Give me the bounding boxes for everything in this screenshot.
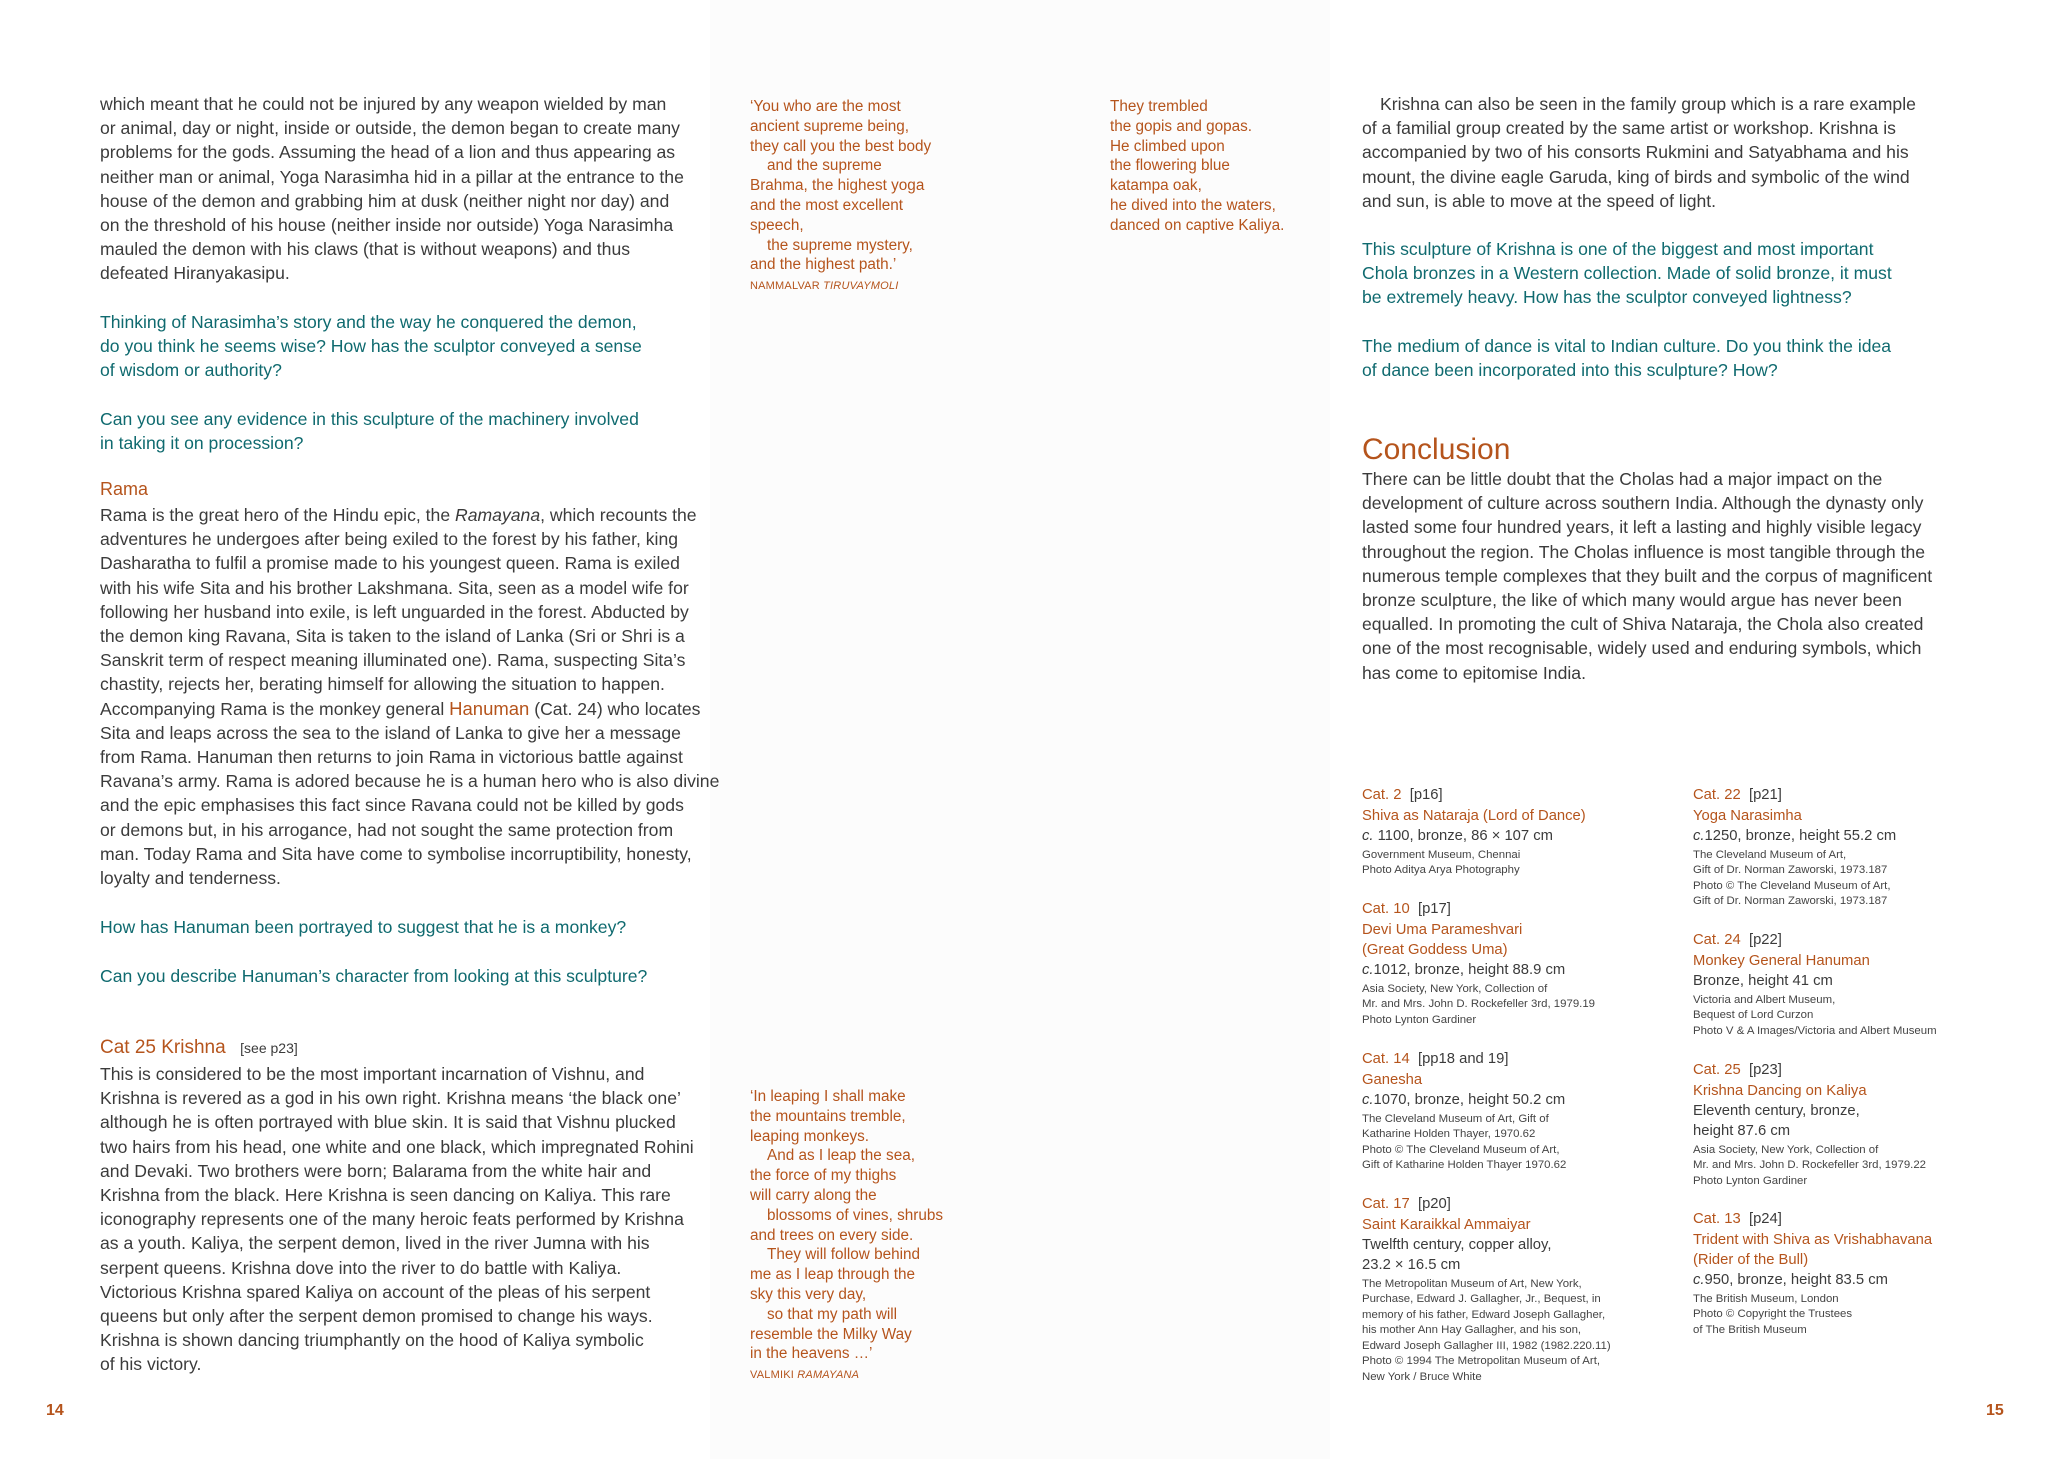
text-line bbox=[100, 503, 740, 527]
cat-number: Cat. 25 bbox=[1693, 1062, 1741, 1078]
cat-credit bbox=[1693, 1292, 2023, 1339]
quote-source bbox=[750, 1366, 980, 1386]
text-line: neither man or animal, Yoga Narasimha hid in a pillar at the entrance to the bbox=[100, 166, 684, 187]
credit-line: The Cleveland Museum of Art, bbox=[1693, 848, 1847, 861]
cat-page: [p17] bbox=[1417, 901, 1451, 917]
catalogue-entry-cat22 bbox=[1693, 786, 2023, 910]
quote-line: me as I leap through the bbox=[750, 1266, 915, 1284]
text-line: lasted some four hundred years, it left a lasting and highly visible legacy bbox=[1362, 517, 1922, 538]
text-line: do you think he seems wise? How has the sculptor conveyed a sense bbox=[100, 336, 642, 357]
text-line: Can you see any evidence in this sculpture of the machinery involved bbox=[100, 409, 639, 429]
text-line: or demons but, in his arrogance, had not sought the same protection from bbox=[100, 819, 674, 840]
text-line: mount, the divine eagle Garuda, king of birds and symbolic of the wind bbox=[1362, 166, 1910, 187]
text-line: man. Today Rama and Sita have come to symbolise incorruptibility, honesty, bbox=[100, 843, 692, 864]
cat-credit bbox=[1693, 993, 2023, 1040]
cat-desc-text: 1012, bronze, height 88.9 cm bbox=[1373, 961, 1566, 978]
credit-line: Katharine Holden Thayer, 1970.62 bbox=[1362, 1128, 1536, 1141]
rama-heading: Rama bbox=[100, 479, 149, 499]
cat-desc-text: 1100, bronze, 86 × 107 cm bbox=[1373, 827, 1553, 844]
page-number-left: 14 bbox=[46, 1402, 64, 1419]
text-line: The medium of dance is vital to Indian culture. Do you think the idea bbox=[1362, 336, 1892, 356]
quote-line: so that my path will bbox=[767, 1305, 898, 1323]
text-line: Chola bronzes in a Western collection. Made of solid bronze, it must bbox=[1362, 263, 1892, 284]
text-line: of his victory. bbox=[100, 1354, 202, 1375]
quote-line: They trembled bbox=[1110, 98, 1208, 115]
quote-nammalvar bbox=[750, 97, 980, 297]
cat-number: Cat. 17 bbox=[1362, 1196, 1410, 1212]
text-line: Ravana’s army. Rama is adored because he is a human hero who is also divine bbox=[100, 771, 720, 792]
text-line: problems for the gods. Assuming the head of a lion and thus appearing as bbox=[100, 142, 676, 163]
credit-line: his mother Ann Hay Gallagher, and his son, bbox=[1362, 1324, 1582, 1337]
text-line: Sita and leaps across the sea to the island of Lanka to give her a message bbox=[100, 722, 681, 743]
text-line: How has Hanuman been portrayed to suggest that he is a monkey? bbox=[100, 917, 627, 937]
cat-number: Cat. 22 bbox=[1693, 787, 1741, 803]
credit-line: Photo Lynton Gardiner bbox=[1362, 1013, 1477, 1026]
text-line: as a youth. Kaliya, the serpent demon, lived in the river Jumna with his bbox=[100, 1233, 650, 1254]
cat-desc-text: 1070, bronze, height 50.2 cm bbox=[1373, 1091, 1566, 1108]
quote-line: ancient supreme being, bbox=[750, 117, 910, 135]
text-line: Krishna can also be seen in the family group which is a rare example bbox=[1380, 94, 1916, 114]
circa-mark: c. bbox=[1362, 1091, 1374, 1108]
text-line: Thinking of Narasimha’s story and the way he conquered the demon, bbox=[100, 312, 637, 332]
text-line: one of the most recognisable, widely used and enduring symbols, which bbox=[1362, 638, 1922, 659]
text-line: loyalty and tenderness. bbox=[100, 868, 281, 889]
quote-source-work: TIRUVAYMOLI bbox=[823, 280, 899, 293]
cat-page: [pp18 and 19] bbox=[1417, 1051, 1509, 1067]
text-line: development of culture across southern India. Although the dynasty only bbox=[1362, 493, 1924, 514]
cat-number: Cat. 10 bbox=[1362, 901, 1410, 917]
text-line: and the epic emphasises this fact since Ravana could not be killed by gods bbox=[100, 795, 684, 816]
quote-line: they call you the best body bbox=[750, 137, 932, 155]
cat-desc bbox=[1362, 960, 1692, 980]
page-number-right: 15 bbox=[1986, 1402, 2004, 1419]
question-lightness bbox=[1362, 237, 1982, 310]
text-line: although he is often portrayed with blue skin. It is said that Vishnu plucked bbox=[100, 1112, 676, 1133]
text-line: of dance been incorporated into this sculpture? How? bbox=[1362, 360, 1778, 381]
quote-line: katampa oak, bbox=[1110, 177, 1202, 195]
cat-desc: 23.2 × 16.5 cm bbox=[1362, 1256, 1461, 1273]
cat-title: Yoga Narasimha bbox=[1693, 807, 1802, 824]
quote-line: the mountains tremble, bbox=[750, 1107, 906, 1125]
credit-line: Asia Society, New York, Collection of bbox=[1693, 1143, 1879, 1156]
text-line: and Devaki. Two brothers were born; Balarama from the white hair and bbox=[100, 1160, 652, 1181]
cat-ref bbox=[1362, 1195, 1692, 1215]
cat-ref bbox=[1362, 1050, 1692, 1070]
cat-ref bbox=[1693, 786, 2023, 806]
cat-ref bbox=[1693, 1210, 2023, 1230]
conclusion-heading: Conclusion bbox=[1362, 433, 1511, 466]
quote-line: ‘In leaping I shall make bbox=[750, 1088, 906, 1105]
cat-title: Ganesha bbox=[1362, 1071, 1423, 1088]
cat-title: (Rider of the Bull) bbox=[1693, 1251, 1809, 1268]
text-line: Dasharatha to fulfil a promise made to his youngest queen. Rama is exiled bbox=[100, 553, 680, 574]
cat25-heading: Cat 25 Krishna bbox=[100, 1037, 226, 1058]
quote-line: ‘You who are the most bbox=[750, 98, 901, 115]
text-line: This is considered to be the most important incarnation of Vishnu, and bbox=[100, 1064, 645, 1084]
quote-line: the force of my thighs bbox=[750, 1167, 897, 1185]
credit-line: The British Museum, London bbox=[1693, 1292, 1839, 1305]
credit-line: Asia Society, New York, Collection of bbox=[1362, 982, 1548, 995]
credit-line: Mr. and Mrs. John D. Rockefeller 3rd, 1979.19 bbox=[1362, 998, 1595, 1011]
text-line: on the threshold of his house (neither inside nor outside) Yoga Narasimha bbox=[100, 215, 674, 236]
credit-line: Government Museum, Chennai bbox=[1362, 848, 1521, 861]
text-line: Can you describe Hanuman’s character from looking at this sculpture? bbox=[100, 966, 648, 986]
text-line: of a familial group created by the same artist or workshop. Krishna is bbox=[1362, 118, 1896, 139]
text-line: serpent queens. Krishna dove into the river to do battle with Kaliya. bbox=[100, 1257, 622, 1278]
text-line: throughout the region. The Cholas influence is most tangible through the bbox=[1362, 541, 1926, 562]
catalogue-entry-cat25 bbox=[1693, 1061, 2023, 1189]
catalogue-entry-cat24 bbox=[1693, 931, 2023, 1039]
quote-line: he dived into the waters, bbox=[1110, 196, 1276, 214]
cat-page: [p23] bbox=[1748, 1062, 1782, 1078]
text-line: chastity, rejects her, berating himself for allowing the situation to happen. bbox=[100, 674, 665, 695]
cat-number: Cat. 14 bbox=[1362, 1051, 1410, 1067]
quote-valmiki bbox=[750, 1087, 980, 1386]
quote-line: resemble the Milky Way bbox=[750, 1325, 912, 1343]
text-line: Krishna is revered as a god in his own right. Krishna means ‘the black one’ bbox=[100, 1088, 681, 1109]
text-line: or animal, day or night, inside or outside, the demon began to create many bbox=[100, 118, 680, 139]
text-line: adventures he undergoes after being exiled to the forest by his father, king bbox=[100, 529, 679, 550]
text-line: iconography represents one of the many heroic feats performed by Krishna bbox=[100, 1209, 684, 1230]
text-line: from Rama. Hanuman then returns to join Rama in victorious battle against bbox=[100, 747, 683, 768]
credit-line: Bequest of Lord Curzon bbox=[1693, 1009, 1814, 1022]
text-line: of wisdom or authority? bbox=[100, 360, 282, 381]
cat-title: Krishna Dancing on Kaliya bbox=[1693, 1082, 1867, 1099]
cat-title: Trident with Shiva as Vrishabhavana bbox=[1693, 1231, 1933, 1248]
credit-line: Photo Aditya Arya Photography bbox=[1362, 864, 1520, 877]
cat-credit bbox=[1362, 982, 1692, 1029]
credit-line: New York / Bruce White bbox=[1362, 1371, 1482, 1384]
quote-source-author: NAMMALVAR bbox=[750, 280, 820, 293]
quote-line: the flowering blue bbox=[1110, 157, 1230, 175]
cat-desc: Bronze, height 41 cm bbox=[1693, 972, 1833, 989]
krishna-paragraph bbox=[100, 1062, 740, 1377]
text-line: following her husband into exile, is left unguarded in the forest. Abducted by bbox=[100, 601, 689, 622]
credit-line: Victoria and Albert Museum, bbox=[1693, 993, 1836, 1006]
text-line bbox=[100, 697, 740, 721]
hanuman-link[interactable]: Hanuman bbox=[449, 697, 530, 719]
text-line: numerous temple complexes that they built and the corpus of magnificent bbox=[1362, 565, 1933, 586]
circa-mark: c. bbox=[1362, 961, 1374, 978]
credit-line: Photo Lynton Gardiner bbox=[1693, 1174, 1808, 1187]
family-paragraph bbox=[1362, 92, 1982, 213]
cat-desc: Eleventh century, bronze, bbox=[1693, 1102, 1860, 1119]
text-line: which meant that he could not be injured by any weapon wielded by man bbox=[100, 94, 667, 114]
cat-page: [p20] bbox=[1417, 1196, 1451, 1212]
cat-desc: Twelfth century, copper alloy, bbox=[1362, 1236, 1552, 1253]
quote-line: and the highest path.’ bbox=[750, 256, 897, 274]
credit-line: Gift of Dr. Norman Zaworski, 1973.187 bbox=[1693, 864, 1888, 877]
cat-number: Cat. 2 bbox=[1362, 787, 1402, 803]
credit-line: Purchase, Edward J. Gallagher, Jr., Bequest, in bbox=[1362, 1293, 1601, 1306]
text-line: There can be little doubt that the Cholas had a major impact on the bbox=[1362, 469, 1883, 489]
cat-number: Cat. 24 bbox=[1693, 932, 1741, 948]
cat-title: Saint Karaikkal Ammaiyar bbox=[1362, 1216, 1531, 1233]
text-line: This sculpture of Krishna is one of the biggest and most important bbox=[1362, 239, 1874, 259]
cat-page: [p21] bbox=[1748, 787, 1782, 803]
question-hanuman-character bbox=[100, 964, 740, 988]
text-span: , which recounts the bbox=[540, 505, 697, 525]
text-span: Accompanying Rama is the monkey general bbox=[100, 698, 450, 719]
cat-ref bbox=[1693, 931, 2023, 951]
question-hanuman-monkey bbox=[100, 915, 740, 939]
cat-number: Cat. 13 bbox=[1693, 1211, 1741, 1227]
quote-line: the supreme mystery, bbox=[767, 236, 913, 254]
conclusion-paragraph bbox=[1362, 467, 1982, 685]
circa-mark: c. bbox=[1693, 1271, 1705, 1288]
credit-line: Photo © The Cleveland Museum of Art, bbox=[1693, 879, 1891, 892]
cat-desc bbox=[1693, 1270, 2023, 1290]
text-line: has come to epitomise India. bbox=[1362, 662, 1586, 683]
cat-desc: height 87.6 cm bbox=[1693, 1122, 1791, 1139]
credit-line: of The British Museum bbox=[1693, 1323, 1807, 1336]
text-line: queens but only after the serpent demon promised to change his ways. bbox=[100, 1306, 653, 1327]
cat-title: Shiva as Nataraja (Lord of Dance) bbox=[1362, 807, 1586, 824]
cat-title: (Great Goddess Uma) bbox=[1362, 941, 1508, 958]
quote-line: and the supreme bbox=[767, 157, 882, 175]
quote-line: blossoms of vines, shrubs bbox=[767, 1206, 943, 1224]
text-line: in taking it on procession? bbox=[100, 433, 304, 454]
text-line: with his wife Sita and his brother Lakshmana. Sita, seen as a model wife for bbox=[100, 577, 689, 598]
text-line: and sun, is able to move at the speed of light. bbox=[1362, 190, 1717, 211]
question-procession bbox=[100, 407, 720, 455]
rama-paragraph bbox=[100, 503, 740, 890]
cat-desc bbox=[1362, 826, 1692, 846]
cat-page: [p16] bbox=[1409, 787, 1443, 803]
text-line: Krishna is shown dancing triumphantly on the hood of Kaliya symbolic bbox=[100, 1330, 644, 1351]
cat25-heading-row bbox=[100, 1037, 298, 1059]
text-span: Rama is the great hero of the Hindu epic, the bbox=[100, 505, 456, 525]
text-line: equalled. In promoting the cult of Shiva Nataraja, the Chola also created bbox=[1362, 614, 1924, 635]
quote-line: danced on captive Kaliya. bbox=[1110, 216, 1285, 234]
question-narasimha-wisdom bbox=[100, 310, 720, 383]
text-span: (Cat. 24) who locates bbox=[529, 698, 701, 719]
cat-desc-text: 950, bronze, height 83.5 cm bbox=[1704, 1271, 1888, 1288]
quote-line: He climbed upon bbox=[1110, 137, 1225, 155]
credit-line: Gift of Dr. Norman Zaworski, 1973.187 bbox=[1693, 895, 1888, 908]
quote-line: leaping monkeys. bbox=[750, 1127, 870, 1145]
catalogue-entry-cat10 bbox=[1362, 900, 1692, 1028]
credit-line: Photo © The Cleveland Museum of Art, bbox=[1362, 1143, 1560, 1156]
quote-line: They will follow behind bbox=[767, 1246, 921, 1264]
cat-ref bbox=[1362, 786, 1692, 806]
credit-line: The Cleveland Museum of Art, Gift of bbox=[1362, 1112, 1549, 1125]
quote-source-work: RAMAYANA bbox=[797, 1369, 860, 1382]
circa-mark: c. bbox=[1362, 827, 1374, 844]
catalogue-entry-cat13 bbox=[1693, 1210, 2023, 1338]
credit-line: Edward Joseph Gallagher III, 1982 (1982.220.11) bbox=[1362, 1339, 1611, 1352]
quote-line: the gopis and gopas. bbox=[1110, 117, 1253, 135]
cat-title: Devi Uma Parameshvari bbox=[1362, 921, 1523, 938]
credit-line: memory of his father, Edward Joseph Gallagher, bbox=[1362, 1308, 1606, 1321]
cat-credit bbox=[1362, 848, 1692, 879]
quote-line: and the most excellent bbox=[750, 196, 904, 214]
credit-line: Photo V & A Images/Victoria and Albert Museum bbox=[1693, 1024, 1937, 1037]
circa-mark: c. bbox=[1693, 827, 1705, 844]
credit-line: Gift of Katharine Holden Thayer 1970.62 bbox=[1362, 1159, 1567, 1172]
catalogue-entry-cat14 bbox=[1362, 1050, 1692, 1174]
cat25-see-ref: [see p23] bbox=[240, 1040, 298, 1056]
text-line: accompanied by two of his consorts Rukmini and Satyabhama and his bbox=[1362, 142, 1909, 163]
cat-desc bbox=[1362, 1090, 1692, 1110]
quote-source-author: VALMIKI bbox=[750, 1369, 794, 1382]
quote-source bbox=[750, 277, 980, 297]
catalogue-entry-cat2 bbox=[1362, 786, 1692, 879]
intro-paragraph bbox=[100, 92, 720, 286]
quote-line: and trees on every side. bbox=[750, 1226, 914, 1244]
text-line: Krishna from the black. Here Krishna is seen dancing on Kaliya. This rare bbox=[100, 1185, 671, 1206]
credit-line: Mr. and Mrs. John D. Rockefeller 3rd, 1979.22 bbox=[1693, 1159, 1926, 1172]
question-dance bbox=[1362, 334, 2002, 382]
cat-credit bbox=[1362, 1112, 1692, 1174]
quote-gopis bbox=[1110, 97, 1340, 236]
text-line: be extremely heavy. How has the sculptor conveyed lightness? bbox=[1362, 287, 1852, 308]
cat-credit bbox=[1362, 1277, 1692, 1386]
cat-title: Monkey General Hanuman bbox=[1693, 952, 1870, 969]
text-line: mauled the demon with his claws (that is without weapons) and thus bbox=[100, 239, 631, 260]
credit-line: Photo © Copyright the Trustees bbox=[1693, 1308, 1853, 1321]
text-line: bronze sculpture, the like of which many would argue has never been bbox=[1362, 590, 1902, 611]
text-line: the demon king Ravana, Sita is taken to the island of Lanka (Sri or Shri is a bbox=[100, 626, 685, 647]
cat-credit bbox=[1693, 1143, 2023, 1190]
quote-line: Brahma, the highest yoga bbox=[750, 177, 925, 195]
quote-line: And as I leap the sea, bbox=[767, 1147, 915, 1165]
cat-ref bbox=[1693, 1061, 2023, 1081]
cat-page: [p22] bbox=[1748, 932, 1782, 948]
quote-line: in the heavens …’ bbox=[750, 1345, 873, 1363]
quote-line: speech, bbox=[750, 216, 804, 234]
text-line: two hairs from his head, one white and one black, which impregnated Rohini bbox=[100, 1136, 694, 1157]
catalogue-entry-cat17 bbox=[1362, 1195, 1692, 1386]
credit-line: The Metropolitan Museum of Art, New York, bbox=[1362, 1277, 1582, 1290]
credit-line: Photo © 1994 The Metropolitan Museum of Art, bbox=[1362, 1355, 1601, 1368]
cat-page: [p24] bbox=[1748, 1211, 1782, 1227]
text-line: defeated Hiranyakasipu. bbox=[100, 263, 290, 284]
ramayana-title: Ramayana bbox=[455, 505, 541, 525]
cat-desc bbox=[1693, 826, 2023, 846]
quote-line: sky this very day, bbox=[750, 1285, 867, 1303]
quote-line: will carry along the bbox=[750, 1186, 877, 1204]
cat-credit bbox=[1693, 848, 2023, 910]
cat-ref bbox=[1362, 900, 1692, 920]
text-line: Sanskrit term of respect meaning illuminated one). Rama, suspecting Sita’s bbox=[100, 650, 686, 671]
text-line: Victorious Krishna spared Kaliya on account of the pleas of his serpent bbox=[100, 1281, 651, 1302]
text-line: house of the demon and grabbing him at dusk (neither night nor day) and bbox=[100, 190, 670, 211]
cat-desc-text: 1250, bronze, height 55.2 cm bbox=[1704, 827, 1897, 844]
